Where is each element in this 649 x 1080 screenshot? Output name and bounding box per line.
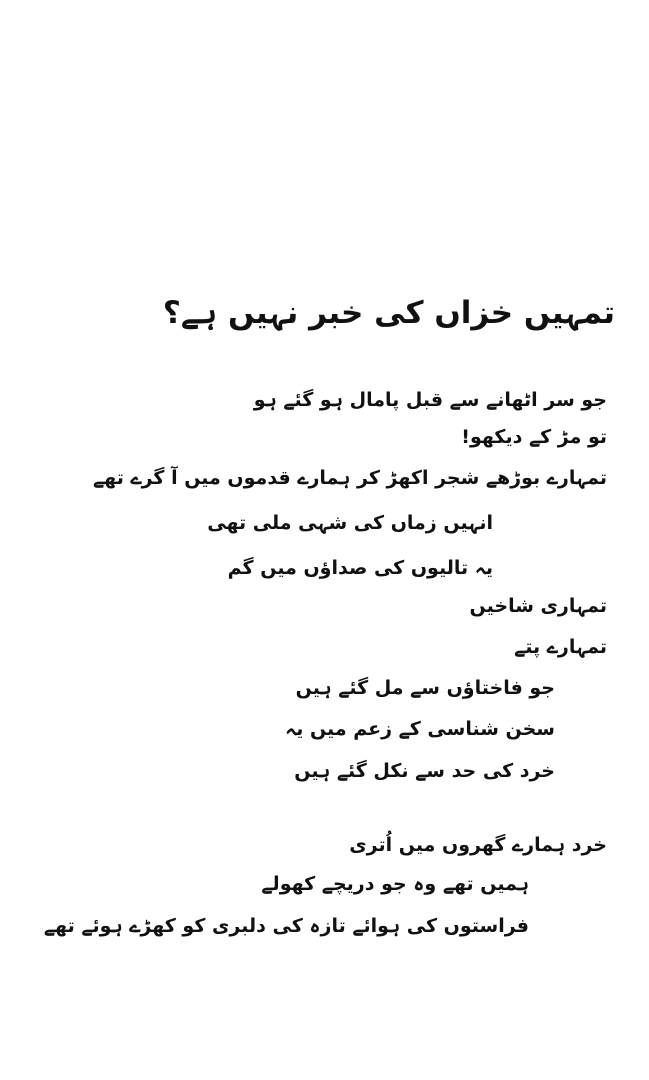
poem-line: سخن شناسی کے زعم میں یہ xyxy=(285,718,555,740)
poem-line: تمہارے بوڑھے شجر اکھڑ کر ہمارے قدموں میں آ گرے تھے xyxy=(93,467,607,489)
poem-line: خرد کی حد سے نکل گئے ہیں xyxy=(294,760,555,782)
poem-line: ہمیں تھے وہ جو دریچے کھولے xyxy=(261,873,529,895)
poem-line: یہ تالیوں کی صداؤں میں گم xyxy=(227,557,493,579)
poem-line: جو سر اٹھانے سے قبل پامال ہو گئے ہو xyxy=(253,389,607,411)
poem-line: تمہارے پتے xyxy=(514,636,607,658)
poem-line: تو مڑ کے دیکھو! xyxy=(461,426,607,448)
poem-title: تمہیں خزاں کی خبر نہیں ہے؟ xyxy=(162,295,615,331)
poem-line: تمہاری شاخیں xyxy=(469,595,607,617)
poem-line: انہیں زماں کی شہی ملی تھی xyxy=(207,512,493,534)
poem-line: خرد ہمارے گھروں میں اُتری xyxy=(349,834,607,856)
poem-line: جو فاختاؤں سے مل گئے ہیں xyxy=(295,677,555,699)
poem-line: فراستوں کی ہوائے تازہ کی دلبری کو کھڑے ہوئے تھے xyxy=(43,915,529,937)
